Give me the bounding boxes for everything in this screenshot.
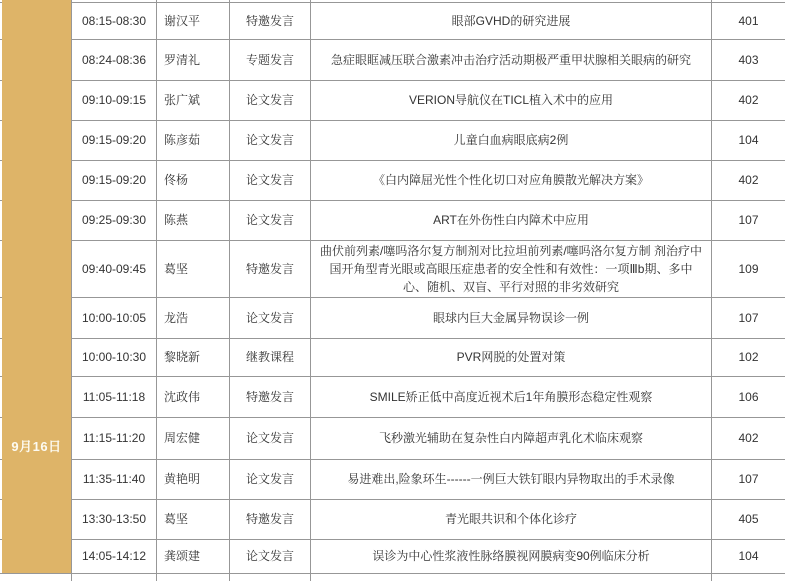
room-cell: 102	[738, 350, 759, 364]
speaker-cell	[157, 0, 230, 2]
title-cell: 易进难出,险象环生------一例巨大铁钉眼内异物取出的手术录像	[311, 460, 712, 499]
speaker-cell: 谢汉平	[157, 3, 230, 39]
table-row	[0, 298, 785, 339]
speaker-cell: 陈彦茹	[157, 121, 230, 160]
date-column	[2, 0, 71, 573]
time-cell: 08:24-08:36	[72, 40, 157, 80]
time-cell	[72, 574, 157, 581]
table-row	[0, 540, 785, 574]
time-cell: 09:15-09:20	[72, 161, 157, 200]
room-cell	[712, 574, 785, 581]
speaker-cell: 葛坚	[157, 241, 230, 297]
table-row-cut-bottom	[0, 574, 785, 581]
table-row	[0, 339, 785, 377]
type-cell: 论文发言	[230, 460, 311, 499]
speaker-cell: 龚颂建	[157, 540, 230, 573]
title-cell: 青光眼共识和个体化诊疗	[311, 500, 712, 539]
type-cell: 继教课程	[230, 339, 311, 376]
type-cell: 专题发言	[230, 40, 311, 80]
time-cell: 10:00-10:30	[72, 339, 157, 376]
title-cell: 急症眼眶减压联合激素冲击治疗活动期极严重甲状腺相关眼病的研究	[311, 40, 712, 80]
room-cell	[712, 0, 785, 2]
time-cell: 09:15-09:20	[72, 121, 157, 160]
time-cell: 08:15-08:30	[72, 3, 157, 39]
room-cell: 107	[738, 472, 759, 486]
title-cell: 误诊为中心性浆液性脉络膜视网膜病变90例临床分析	[311, 540, 712, 573]
room-cell: 109	[738, 261, 759, 276]
room-cell: 401	[738, 13, 759, 28]
speaker-cell: 陈燕	[157, 201, 230, 240]
type-cell: 论文发言	[230, 418, 311, 459]
time-cell: 11:05-11:18	[72, 377, 157, 417]
table-row	[0, 241, 785, 298]
title-cell: 《白内障屈光性个性化切口对应角膜散光解决方案》	[311, 161, 712, 200]
title-cell: SMILE矫正低中高度近视术后1年角膜形态稳定性观察	[311, 377, 712, 417]
type-cell: 特邀发言	[230, 3, 311, 39]
time-cell	[72, 0, 157, 2]
table-row	[0, 500, 785, 540]
title-cell: 飞秒激光辅助在复杂性白内障超声乳化术临床观察	[311, 418, 712, 459]
type-cell: 特邀发言	[230, 377, 311, 417]
speaker-cell: 黎晓新	[157, 339, 230, 376]
speaker-cell: 罗清礼	[157, 40, 230, 80]
table-row	[0, 201, 785, 241]
title-cell: 曲伏前列素/噻吗洛尔复方制剂对比拉坦前列素/噻吗洛尔复方制 剂治疗中国开角型青光眼或高眼压症患者的安全性和有效性：一项Ⅲb期、多中心、随机、双盲、平行对照的非劣效研究	[311, 241, 712, 297]
time-cell: 10:00-10:05	[72, 298, 157, 338]
speaker-cell: 沈政伟	[157, 377, 230, 417]
table-row	[0, 121, 785, 161]
time-cell: 11:15-11:20	[72, 418, 157, 459]
title-cell: 儿童白血病眼底病2例	[311, 121, 712, 160]
type-cell: 特邀发言	[230, 500, 311, 539]
room-cell: 104	[738, 133, 759, 147]
type-cell: 论文发言	[230, 81, 311, 120]
room-cell: 402	[738, 93, 759, 107]
speaker-cell: 佟杨	[157, 161, 230, 200]
speaker-cell: 周宏健	[157, 418, 230, 459]
table-row	[0, 418, 785, 460]
speaker-cell: 龙浩	[157, 298, 230, 338]
speaker-cell: 葛坚	[157, 500, 230, 539]
table-row	[0, 3, 785, 40]
room-cell: 402	[738, 431, 759, 445]
room-cell: 402	[738, 173, 759, 187]
table-row	[0, 161, 785, 201]
table-row	[0, 81, 785, 121]
time-cell: 11:35-11:40	[72, 460, 157, 499]
date-label: 9月16日	[11, 439, 62, 454]
speaker-cell: 张广斌	[157, 81, 230, 120]
table-row	[0, 460, 785, 500]
type-cell: 论文发言	[230, 540, 311, 573]
time-cell: 14:05-14:12	[72, 540, 157, 573]
speaker-cell	[157, 574, 230, 581]
type-cell: 论文发言	[230, 161, 311, 200]
type-cell: 论文发言	[230, 298, 311, 338]
room-cell: 405	[738, 512, 759, 526]
type-cell	[230, 574, 311, 581]
room-cell: 107	[738, 213, 759, 227]
type-cell: 特邀发言	[230, 241, 311, 297]
time-cell: 09:10-09:15	[72, 81, 157, 120]
title-cell: PVR网脱的处置对策	[311, 339, 712, 376]
title-cell	[311, 574, 712, 581]
title-cell: VERION导航仪在TICL植入术中的应用	[311, 81, 712, 120]
type-cell: 论文发言	[230, 121, 311, 160]
time-cell: 09:40-09:45	[72, 241, 157, 297]
title-cell: 眼球内巨大金属异物误诊一例	[311, 298, 712, 338]
room-cell: 403	[738, 52, 759, 67]
time-cell: 09:25-09:30	[72, 201, 157, 240]
time-cell: 13:30-13:50	[72, 500, 157, 539]
type-cell: 论文发言	[230, 201, 311, 240]
room-cell: 106	[738, 389, 759, 404]
room-cell: 104	[738, 549, 759, 563]
speaker-cell: 黄艳明	[157, 460, 230, 499]
table-row	[0, 40, 785, 81]
table-row	[0, 377, 785, 418]
date-cell	[0, 574, 72, 581]
title-cell: 眼部GVHD的研究进展	[311, 3, 712, 39]
title-cell: ART在外伤性白内障术中应用	[311, 201, 712, 240]
type-cell	[230, 0, 311, 2]
room-cell: 107	[738, 310, 759, 325]
